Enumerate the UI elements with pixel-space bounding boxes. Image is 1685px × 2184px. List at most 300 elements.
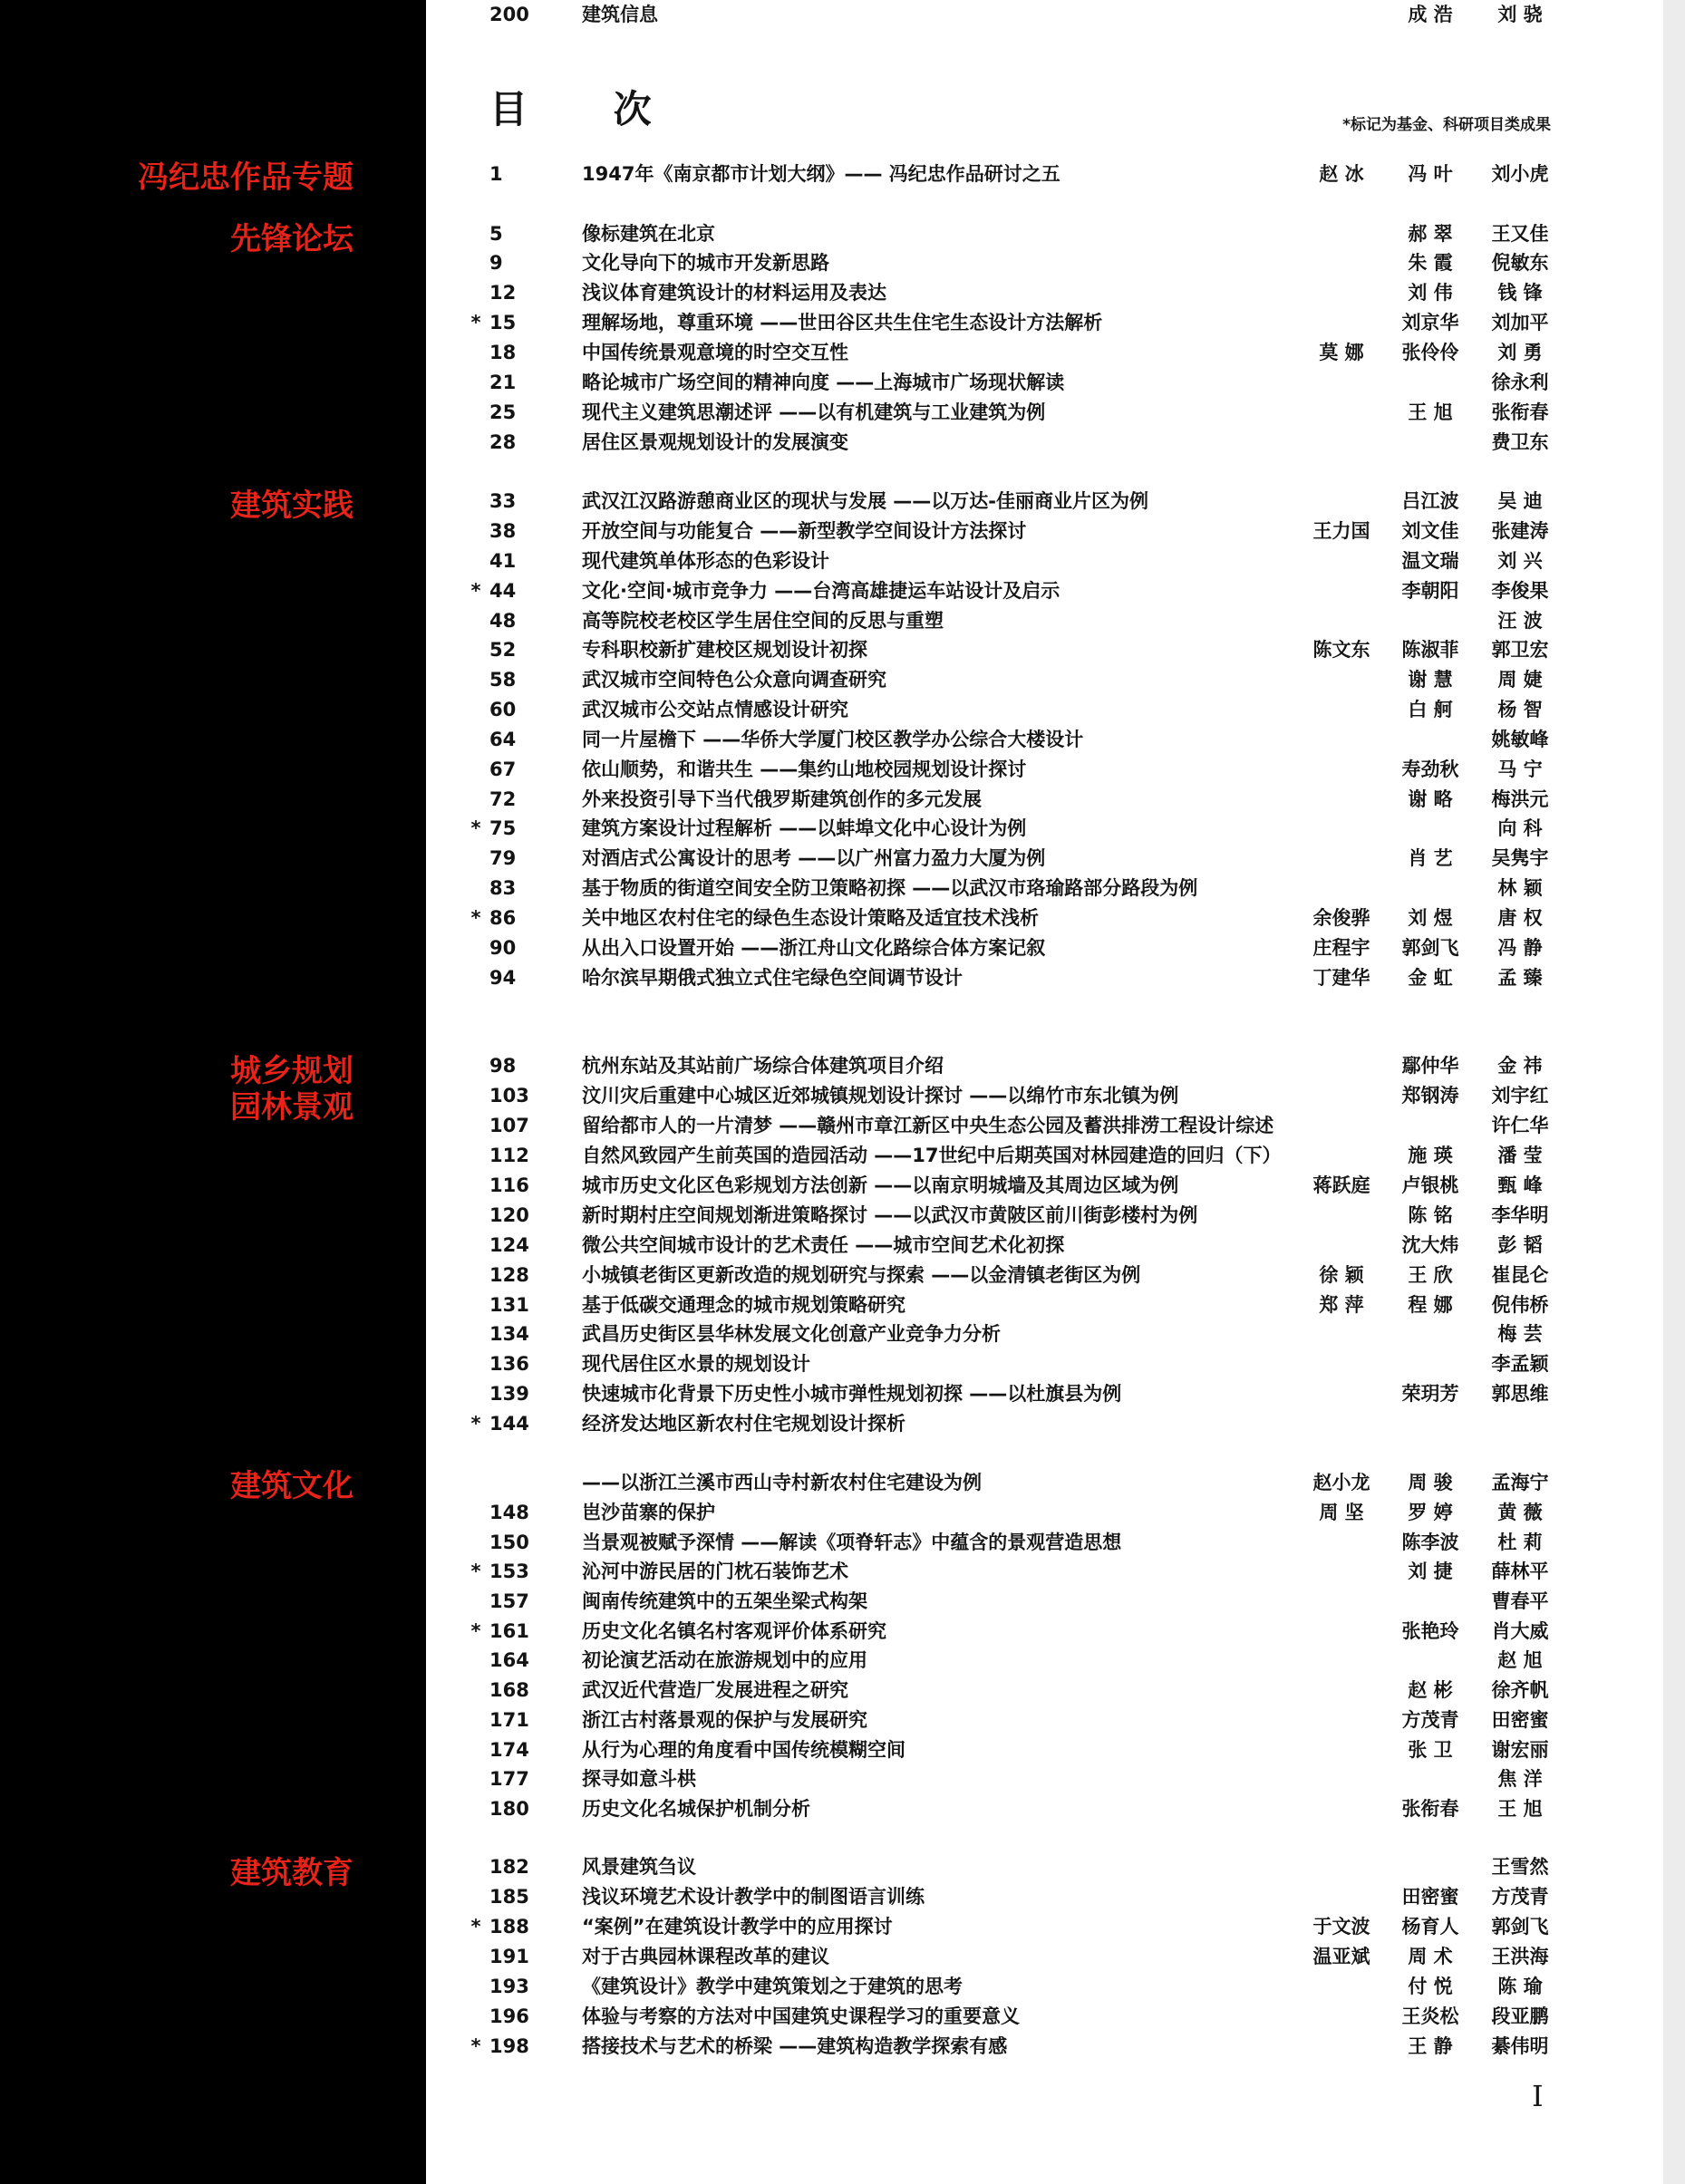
funded-project-note: *标记为基金、科研项目类成果 <box>1342 116 1551 134</box>
section-label: 城乡规划 园林景观 <box>230 1053 353 1126</box>
page-number-cell: 139 <box>489 1383 529 1405</box>
page-number-cell: 5 <box>489 223 503 245</box>
author-3: 杨 智 <box>1497 699 1543 720</box>
page-number-cell: 116 <box>489 1174 529 1196</box>
section-label: 建筑教育 <box>230 1855 353 1891</box>
page-number-cell: 94 <box>489 967 517 989</box>
toc-entry[interactable] <box>0 785 1685 814</box>
author-1: 赵小龙 <box>1312 1472 1370 1493</box>
toc-entry[interactable] <box>0 1498 1685 1527</box>
article-title: 武汉江汉路游憩商业区的现状与发展 ——以万达-佳丽商业片区为例 <box>582 490 1149 512</box>
author-2: 罗 婷 <box>1408 1502 1453 1523</box>
toc-entry[interactable] <box>0 1764 1685 1793</box>
section-label: 建筑实践 <box>230 488 353 524</box>
page-number-cell: 103 <box>489 1085 529 1106</box>
author-1: 周 坚 <box>1319 1502 1364 1523</box>
page-number-cell: 1 <box>489 163 503 185</box>
author-2: 陈李波 <box>1401 1532 1459 1553</box>
toc-entry[interactable] <box>0 1882 1685 1911</box>
toc-entry[interactable] <box>0 1646 1685 1675</box>
article-title: 武昌历史街区昙华林发展文化创意产业竞争力分析 <box>582 1323 1001 1345</box>
page-title: 目 次 <box>489 87 688 131</box>
page-number-cell: 161 <box>489 1620 529 1642</box>
author-3: 钱 锋 <box>1497 282 1543 304</box>
toc-entry[interactable] <box>0 1171 1685 1200</box>
article-title: 快速城市化背景下历史性小城市弹性规划初探 ——以杜旗县为例 <box>582 1383 1122 1405</box>
toc-entry[interactable] <box>0 2032 1685 2061</box>
article-title: 武汉城市公交站点情感设计研究 <box>582 699 848 720</box>
article-title: 新时期村庄空间规划渐进策略探讨 ——以武汉市黄陂区前川街彭楼村为例 <box>582 1204 1198 1226</box>
page-number-cell: 25 <box>489 401 517 423</box>
article-title: 小城镇老街区更新改造的规划研究与探索 ——以金清镇老街区为例 <box>582 1264 1141 1286</box>
page-number-cell: 168 <box>489 1679 529 1701</box>
article-title: 杭州东站及其站前广场综合体建筑项目介绍 <box>582 1055 944 1077</box>
article-title: 汶川灾后重建中心城区近郊城镇规划设计探讨 ——以绵竹市东北镇为例 <box>582 1085 1179 1106</box>
page-number-cell: 75 <box>489 817 517 839</box>
article-title: 外来投资引导下当代俄罗斯建筑创作的多元发展 <box>582 788 982 810</box>
article-title: 搭接技术与艺术的桥梁 ——建筑构造教学探索有感 <box>582 2035 1008 2057</box>
page-number-cell: 98 <box>489 1055 517 1077</box>
author-3: 刘 勇 <box>1497 342 1543 363</box>
author-2: 周 骏 <box>1408 1472 1453 1493</box>
page-number-cell: 185 <box>489 1886 529 1908</box>
funded-marker: * <box>470 580 481 602</box>
author-2: 郭剑飞 <box>1401 937 1459 959</box>
page-number-cell: 48 <box>489 610 517 632</box>
article-title: 经济发达地区新农村住宅规划设计探析 <box>582 1413 905 1435</box>
author-2: 方茂青 <box>1401 1709 1459 1731</box>
toc-entry[interactable] <box>0 1409 1685 1438</box>
author-3: 吴 迪 <box>1497 490 1543 512</box>
author-3: 曹春平 <box>1491 1590 1549 1612</box>
author-2: 吕江波 <box>1401 490 1459 512</box>
page-number-cell: 21 <box>489 372 517 393</box>
author-2: 郑钢涛 <box>1401 1085 1459 1106</box>
toc-entry[interactable] <box>0 1735 1685 1764</box>
article-title: “案例”在建筑设计教学中的应用探讨 <box>582 1916 893 1938</box>
page-number-cell: 128 <box>489 1264 529 1286</box>
article-title: 现代主义建筑思潮述评 ——以有机建筑与工业建筑为例 <box>582 401 1046 423</box>
page-number-cell: 83 <box>489 877 517 899</box>
funded-marker: * <box>470 312 481 333</box>
toc-entry[interactable] <box>0 1051 1685 1080</box>
article-title: 中国传统景观意境的时空交互性 <box>582 342 848 363</box>
author-1: 郑 萍 <box>1319 1294 1364 1316</box>
author-2: 刘文佳 <box>1401 520 1459 542</box>
toc-entry[interactable] <box>0 1379 1685 1408</box>
author-3: 许仁华 <box>1491 1115 1549 1136</box>
toc-entry[interactable] <box>0 963 1685 992</box>
toc-entry[interactable] <box>0 904 1685 933</box>
toc-entry[interactable] <box>0 338 1685 367</box>
author-3: 杜 莉 <box>1497 1532 1543 1553</box>
page-number-cell: 180 <box>489 1798 529 1820</box>
author-3: 马 宁 <box>1497 759 1543 780</box>
toc-entry[interactable] <box>0 1081 1685 1110</box>
article-title: 高等院校老校区学生居住空间的反思与重塑 <box>582 610 944 632</box>
toc-entry[interactable] <box>0 844 1685 873</box>
toc-entry[interactable] <box>0 1349 1685 1378</box>
page-number-cell: 28 <box>489 431 517 453</box>
author-3: 田密蜜 <box>1491 1709 1549 1731</box>
author-3: 向 科 <box>1497 817 1543 839</box>
toc-entry[interactable] <box>0 1912 1685 1941</box>
author-2: 鄢仲华 <box>1401 1055 1459 1077</box>
toc-entry[interactable] <box>0 368 1685 397</box>
page-number-cell: 131 <box>489 1294 529 1316</box>
author-2: 程 娜 <box>1408 1294 1453 1316</box>
toc-entry[interactable] <box>0 1942 1685 1971</box>
author-3: 谢宏丽 <box>1491 1739 1549 1761</box>
author-2: 刘 捷 <box>1408 1561 1453 1582</box>
page-number-cell: 15 <box>489 312 517 333</box>
page-number-cell: 33 <box>489 490 517 512</box>
author-1: 庄程宇 <box>1312 937 1370 959</box>
author-3: 汪 波 <box>1497 610 1543 632</box>
page-number-cell: 120 <box>489 1204 529 1226</box>
toc-entry[interactable] <box>0 1261 1685 1290</box>
author-3: 崔昆仑 <box>1491 1264 1549 1286</box>
toc-entry[interactable] <box>0 1141 1685 1170</box>
author-3: 刘宇红 <box>1491 1085 1549 1106</box>
author-3: 綦伟明 <box>1491 2035 1549 2057</box>
author-3: 薛林平 <box>1491 1561 1549 1582</box>
author-3: 刘加平 <box>1491 312 1549 333</box>
article-title: 自然风致园产生前英国的造园活动 ——17世纪中后期英国对林园建造的回归（下） <box>582 1145 1282 1166</box>
section-label: 建筑文化 <box>230 1468 353 1504</box>
author-3: 甄 峰 <box>1497 1174 1543 1196</box>
article-title: 关中地区农村住宅的绿色生态设计策略及适宜技术浅析 <box>582 907 1039 929</box>
funded-marker: * <box>470 1620 481 1642</box>
page-number-cell: 38 <box>489 520 517 542</box>
author-3: 倪敏东 <box>1491 252 1549 274</box>
toc-entry[interactable] <box>0 1468 1685 1497</box>
article-title: 体验与考察的方法对中国建筑史课程学习的重要意义 <box>582 2005 1020 2027</box>
page-number-cell: 58 <box>489 669 517 691</box>
author-3: 赵 旭 <box>1497 1649 1543 1671</box>
article-title: 建筑信息 <box>582 4 658 25</box>
author-3: 王洪海 <box>1491 1946 1549 1967</box>
toc-entry[interactable] <box>0 159 1685 188</box>
author-3: 李孟颖 <box>1491 1353 1549 1375</box>
author-2: 成 浩 <box>1408 4 1453 25</box>
page-number-cell: 44 <box>489 580 517 602</box>
author-3: 孟海宁 <box>1491 1472 1549 1493</box>
author-1: 于文波 <box>1312 1916 1370 1938</box>
author-2: 施 瑛 <box>1408 1145 1453 1166</box>
author-2: 肖 艺 <box>1408 847 1453 869</box>
toc-entry[interactable] <box>0 933 1685 962</box>
author-3: 王雪然 <box>1491 1856 1549 1878</box>
author-3: 周 婕 <box>1497 669 1543 691</box>
page-number-cell: 164 <box>489 1649 529 1671</box>
author-3: 方茂青 <box>1491 1886 1549 1908</box>
author-3: 王 旭 <box>1497 1798 1543 1820</box>
author-3: 姚敏峰 <box>1491 729 1549 750</box>
page-number-cell: 150 <box>489 1532 529 1553</box>
author-2: 荣玥芳 <box>1401 1383 1459 1405</box>
toc-entry[interactable] <box>0 635 1685 664</box>
article-title: 1947年《南京都市计划大纲》—— 冯纪忠作品研讨之五 <box>582 163 1060 185</box>
author-3: 刘 兴 <box>1497 550 1543 572</box>
author-2: 谢 慧 <box>1408 669 1453 691</box>
funded-marker: * <box>470 817 481 839</box>
funded-marker: * <box>470 2035 481 2057</box>
toc-entry[interactable] <box>0 517 1685 546</box>
toc-entry[interactable] <box>0 278 1685 307</box>
toc-entry[interactable] <box>0 428 1685 457</box>
author-1: 陈文东 <box>1312 639 1370 661</box>
author-2: 温文瑞 <box>1401 550 1459 572</box>
article-title: 对于古典园林课程改革的建议 <box>582 1946 829 1967</box>
article-title: 历史文化名镇名村客观评价体系研究 <box>582 1620 886 1642</box>
page-number-cell: 18 <box>489 342 517 363</box>
toc-entry[interactable] <box>0 398 1685 427</box>
toc-entry[interactable] <box>0 1528 1685 1557</box>
page-number-cell: 200 <box>489 4 529 25</box>
page-number-cell: 124 <box>489 1234 529 1256</box>
page-number-cell: 134 <box>489 1323 529 1345</box>
author-2: 朱 霞 <box>1408 252 1453 274</box>
article-title: 建筑方案设计过程解析 ——以蚌埠文化中心设计为例 <box>582 817 1027 839</box>
toc-entry[interactable] <box>0 308 1685 337</box>
toc-entry[interactable] <box>0 2002 1685 2031</box>
page-number-cell: 191 <box>489 1946 529 1967</box>
article-title: 留给都市人的一片清梦 ——赣州市章江新区中央生态公园及蓄洪排涝工程设计综述 <box>582 1115 1274 1136</box>
article-title: 基于低碳交通理念的城市规划策略研究 <box>582 1294 905 1316</box>
author-3: 郭思维 <box>1491 1383 1549 1405</box>
article-title: 探寻如意斗栱 <box>582 1768 696 1790</box>
author-3: 李俊果 <box>1491 580 1549 602</box>
author-3: 陈 瑜 <box>1497 1976 1543 1997</box>
author-2: 郝 翠 <box>1408 223 1453 245</box>
author-3: 梅洪元 <box>1491 788 1549 810</box>
author-3: 郭剑飞 <box>1491 1916 1549 1938</box>
author-3: 刘 骁 <box>1497 4 1543 25</box>
page-number-cell: 157 <box>489 1590 529 1612</box>
page-number: I <box>1532 2079 1544 2113</box>
page-number-cell: 86 <box>489 907 517 929</box>
author-3: 梅 芸 <box>1497 1323 1543 1345</box>
toc-entry[interactable] <box>0 1319 1685 1348</box>
page-number-cell: 41 <box>489 550 517 572</box>
author-2: 周 术 <box>1408 1946 1453 1967</box>
article-title: 浅议体育建筑设计的材料运用及表达 <box>582 282 886 304</box>
article-title: 当景观被赋予深情 ——解读《项脊轩志》中蕴含的景观营造思想 <box>582 1532 1122 1553</box>
toc-entry[interactable] <box>0 695 1685 724</box>
page-number-cell: 112 <box>489 1145 529 1166</box>
author-1: 赵 冰 <box>1319 163 1364 185</box>
toc-entry[interactable] <box>0 1676 1685 1705</box>
page-number-cell: 148 <box>489 1502 529 1523</box>
toc-entry[interactable] <box>0 755 1685 784</box>
toc-entry[interactable] <box>0 219 1685 248</box>
article-title: 专科职校新扩建校区规划设计初探 <box>582 639 867 661</box>
page-number-cell: 144 <box>489 1413 529 1435</box>
page-number-cell: 174 <box>489 1739 529 1761</box>
author-3: 费卫东 <box>1491 431 1549 453</box>
section-label: 冯纪忠作品专题 <box>138 159 353 196</box>
toc-entry[interactable] <box>0 1706 1685 1735</box>
author-3: 王又佳 <box>1491 223 1549 245</box>
article-title: 居住区景观规划设计的发展演变 <box>582 431 848 453</box>
author-1: 王力国 <box>1312 520 1370 542</box>
author-3: 肖大威 <box>1491 1620 1549 1642</box>
toc-entry[interactable] <box>0 874 1685 903</box>
article-title: 对酒店式公寓设计的思考 ——以广州富力盈力大厦为例 <box>582 847 1046 869</box>
author-1: 徐 颖 <box>1319 1264 1364 1286</box>
author-2: 冯 叶 <box>1408 163 1453 185</box>
article-title: 哈尔滨早期俄式独立式住宅绿色空间调节设计 <box>582 967 963 989</box>
author-2: 王 旭 <box>1408 401 1453 423</box>
author-2: 陈淑菲 <box>1401 639 1459 661</box>
author-2: 赵 彬 <box>1408 1679 1453 1701</box>
author-3: 彭 韬 <box>1497 1234 1543 1256</box>
author-3: 冯 静 <box>1497 937 1543 959</box>
author-3: 唐 权 <box>1497 907 1543 929</box>
article-title: 理解场地，尊重环境 ——世田谷区共生住宅生态设计方法解析 <box>582 312 1103 333</box>
toc-entry[interactable] <box>0 576 1685 605</box>
toc-entry[interactable] <box>0 1557 1685 1586</box>
author-3: 徐永利 <box>1491 372 1549 393</box>
page-number-cell: 188 <box>489 1916 529 1938</box>
author-3: 焦 洋 <box>1497 1768 1543 1790</box>
author-1: 蒋跃庭 <box>1312 1174 1370 1196</box>
author-2: 田密蜜 <box>1401 1886 1459 1908</box>
article-title: 初论演艺活动在旅游规划中的应用 <box>582 1649 867 1671</box>
toc-entry[interactable] <box>0 665 1685 694</box>
page-number-cell: 12 <box>489 282 517 304</box>
page-number-cell: 171 <box>489 1709 529 1731</box>
article-title: 文化·空间·城市竞争力 ——台湾高雄捷运车站设计及启示 <box>582 580 1060 602</box>
author-1: 余俊骅 <box>1312 907 1370 929</box>
toc-entry[interactable] <box>0 1852 1685 1881</box>
author-2: 张艳玲 <box>1401 1620 1459 1642</box>
toc-entry[interactable] <box>0 1972 1685 2001</box>
article-title: 略论城市广场空间的精神向度 ——上海城市广场现状解读 <box>582 372 1065 393</box>
funded-marker: * <box>470 907 481 929</box>
author-3: 张衔春 <box>1491 401 1549 423</box>
author-3: 张建涛 <box>1491 520 1549 542</box>
article-title: 武汉近代营造厂发展进程之研究 <box>582 1679 848 1701</box>
page-number-cell: 52 <box>489 639 517 661</box>
author-3: 金 祎 <box>1497 1055 1543 1077</box>
toc-entry[interactable] <box>0 546 1685 575</box>
article-title: 《建筑设计》教学中建筑策划之于建筑的思考 <box>582 1976 963 1997</box>
page-number-cell: 196 <box>489 2005 529 2027</box>
toc-entry[interactable] <box>0 1201 1685 1230</box>
author-2: 金 虹 <box>1408 967 1453 989</box>
article-title: 从出入口设置开始 ——浙江舟山文化路综合体方案记叙 <box>582 937 1046 959</box>
author-2: 刘 煜 <box>1408 907 1453 929</box>
article-title: 武汉城市空间特色公众意向调查研究 <box>582 669 886 691</box>
author-2: 张衔春 <box>1401 1798 1459 1820</box>
author-2: 李朝阳 <box>1401 580 1459 602</box>
toc-entry[interactable] <box>0 606 1685 635</box>
article-title: 历史文化名城保护机制分析 <box>582 1798 810 1820</box>
author-3: 郭卫宏 <box>1491 639 1549 661</box>
article-title: 闽南传统建筑中的五架坐梁式构架 <box>582 1590 867 1612</box>
author-2: 王 欣 <box>1408 1264 1453 1286</box>
author-2: 沈大炜 <box>1401 1234 1459 1256</box>
funded-marker: * <box>470 1561 481 1582</box>
toc-entry[interactable] <box>0 1231 1685 1260</box>
toc-entry[interactable] <box>0 725 1685 754</box>
page-number-cell: 153 <box>489 1561 529 1582</box>
toc-entry[interactable] <box>0 1290 1685 1319</box>
author-2: 白 舸 <box>1408 699 1453 720</box>
author-3: 段亚鹏 <box>1491 2005 1549 2027</box>
section-label: 先锋论坛 <box>230 221 353 257</box>
funded-marker: * <box>470 1413 481 1435</box>
article-title: 文化导向下的城市开发新思路 <box>582 252 829 274</box>
author-2: 寿劲秋 <box>1401 759 1459 780</box>
toc-entry[interactable] <box>0 487 1685 516</box>
author-2: 王炎松 <box>1401 2005 1459 2027</box>
article-title: 开放空间与功能复合 ——新型教学空间设计方法探讨 <box>582 520 1027 542</box>
article-title: 城市历史文化区色彩规划方法创新 ——以南京明城墙及其周边区域为例 <box>582 1174 1179 1196</box>
article-title: 岜沙苗寨的保护 <box>582 1502 715 1523</box>
page-number-cell: 198 <box>489 2035 529 2057</box>
page-number-cell: 90 <box>489 937 517 959</box>
author-3: 倪伟桥 <box>1491 1294 1549 1316</box>
author-2: 杨育人 <box>1401 1916 1459 1938</box>
author-1: 温亚斌 <box>1312 1946 1370 1967</box>
toc-entry[interactable] <box>0 1587 1685 1616</box>
toc-entry[interactable] <box>0 248 1685 277</box>
article-title: 沁河中游民居的门枕石装饰艺术 <box>582 1561 848 1582</box>
author-1: 莫 娜 <box>1319 342 1364 363</box>
page-number-cell: 193 <box>489 1976 529 1997</box>
page-number-cell: 67 <box>489 759 517 780</box>
article-title: 像标建筑在北京 <box>582 223 715 245</box>
author-2: 王 静 <box>1408 2035 1453 2057</box>
toc-entry[interactable] <box>0 1617 1685 1646</box>
page-number-cell: 107 <box>489 1115 529 1136</box>
author-2: 刘京华 <box>1401 312 1459 333</box>
author-2: 陈 铭 <box>1408 1204 1453 1226</box>
toc-entry[interactable] <box>0 814 1685 843</box>
author-3: 潘 莹 <box>1497 1145 1543 1166</box>
page-number-cell: 177 <box>489 1768 529 1790</box>
author-3: 黄 薇 <box>1497 1502 1543 1523</box>
article-title: 现代居住区水景的规划设计 <box>582 1353 810 1375</box>
article-title: 现代建筑单体形态的色彩设计 <box>582 550 829 572</box>
author-2: 卢银桃 <box>1401 1174 1459 1196</box>
toc-entry[interactable] <box>0 1111 1685 1140</box>
page-number-cell: 9 <box>489 252 503 274</box>
author-2: 刘 伟 <box>1408 282 1453 304</box>
toc-entry[interactable] <box>0 0 1685 29</box>
article-title: ——以浙江兰溪市西山寺村新农村住宅建设为例 <box>582 1472 982 1493</box>
author-3: 徐齐帆 <box>1491 1679 1549 1701</box>
author-2: 张伶伶 <box>1401 342 1459 363</box>
author-3: 刘小虎 <box>1491 163 1549 185</box>
toc-entry[interactable] <box>0 1794 1685 1823</box>
article-title: 基于物质的街道空间安全防卫策略初探 ——以武汉市珞瑜路部分路段为例 <box>582 877 1198 899</box>
article-title: 浅议环境艺术设计教学中的制图语言训练 <box>582 1886 925 1908</box>
page-number-cell: 182 <box>489 1856 529 1878</box>
article-title: 风景建筑刍议 <box>582 1856 696 1878</box>
article-title: 从行为心理的角度看中国传统模糊空间 <box>582 1739 905 1761</box>
article-title: 浙江古村落景观的保护与发展研究 <box>582 1709 867 1731</box>
page-number-cell: 64 <box>489 729 517 750</box>
article-title: 微公共空间城市设计的艺术责任 ——城市空间艺术化初探 <box>582 1234 1065 1256</box>
page-number-cell: 136 <box>489 1353 529 1375</box>
page-number-cell: 79 <box>489 847 517 869</box>
article-title: 依山顺势，和谐共生 ——集约山地校园规划设计探讨 <box>582 759 1027 780</box>
author-3: 孟 臻 <box>1497 967 1543 989</box>
